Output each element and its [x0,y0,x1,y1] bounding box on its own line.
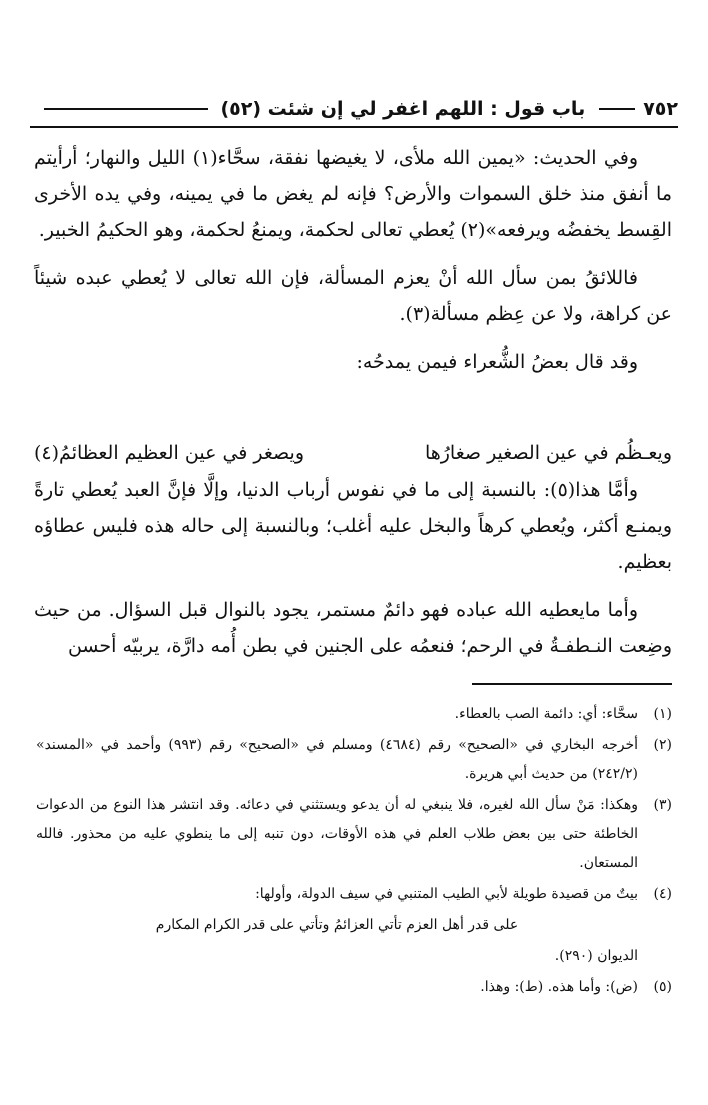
footnote [36,731,672,789]
page-number: ٧٥٢ [643,98,678,120]
footnote-body [36,880,638,971]
footnote-number: (٣) [653,797,672,813]
paragraph: وأمَّا هذا(٥): بالنسبة إلى ما في نفوس أرباب الدنيا، وإلَّا فإنَّ العبد يُعطي تارةً ويمنـع أكثر، ويُعطي كرهاً والبخل عليه أغلب؛ وبالنسبة إلى حاله هذه فليس عطاؤه بعظيم. [34,479,672,573]
footnote-text: (ض): وأما هذه. (ط): وهذا. [480,979,638,995]
page-header [30,92,678,126]
footnote-number: (٢) [653,737,672,753]
verse-second-half: ويصغر في عين العظيم العظائمُ(٤) [34,442,304,464]
footnote-number: (٥) [653,979,672,995]
footnote-verse: على قدر أهل العزم تأتي العزائمُ وتأتي على قدر الكرام المكارم [155,917,519,933]
main-text [34,140,672,392]
footnote [36,973,672,1002]
header-rule [30,126,678,128]
chapter-title: باب قول : اللهم اغفر لي إن شئت (٥٢) [220,98,586,120]
main-text-continued [34,472,672,676]
verse-first-half: ويعـظُم في عين الصغير صغارُها [424,442,672,464]
footnote-number: (١) [653,706,672,722]
footnote-separator [472,683,672,685]
paragraph: وأما مايعطيه الله عباده فهو دائمٌ مستمر، يجود بالنوال قبل السؤال. من حيث وضِعت النـطفـةُ في الرحم؛ فنعمُه على الجنين في بطن أُمه دارَّة، يربيّه أحسن [34,599,672,657]
footnote-reference: الديوان (٢٩٠). [554,948,638,964]
footnote-text: وهكذا: مَنْ سأل الله لغيره، فلا ينبغي له أن يدعو ويستثني في دعائه. وقد انتشر هذا النوع من الدعوات الخاطئة حتى بين بعض طلاب العلم في هذه الأوقات، دون تنبه إلى ما ينطوي عليه من محذور. فالله المستعان. [36,797,638,871]
paragraph: وفي الحديث: «يمين الله ملأى، لا يغيضها نفقة، سحَّاء(١) الليل والنهار؛ أرأيتم ما أنفق منذ خلق السموات والأرض؟ فإنه لم يغض ما في يمينه، وفي يده الأخرى القِسط يخفضُه ويرفعه»(٢) يُعطي تعالى لحكمة، ويمنعُ لحكمة، وهو الحكيمُ الخبير. [34,147,672,241]
paragraph: فاللائقُ بمن سأل الله أنْ يعزم المسألة، فإن الله تعالى لا يُعطي عبده شيئاً عن كراهة، ولا عن عِظم مسألة(٣). [34,267,672,325]
footnote [36,880,672,971]
footnote [36,791,672,878]
footnote-text: سحَّاء: أي: دائمة الصب بالعطاء. [454,706,638,722]
footnote [36,700,672,729]
poetry-verse [34,435,672,471]
footnote-text: بيتٌ من قصيدة طويلة لأبي الطيب المتنبي في سيف الدولة، وأولها: [255,886,638,902]
paragraph: وقد قال بعضُ الشُّعراء فيمن يمدحُه: [356,351,638,373]
header-dash [599,108,635,110]
footnotes [36,700,672,1004]
header-line [44,108,208,110]
footnote-text: أخرجه البخاري في «الصحيح» رقم (٤٦٨٤) ومسلم في «الصحيح» رقم (٩٩٣) وأحمد في «المسند» (٢٤٢/٢) من حديث أبي هريرة. [36,737,638,782]
footnote-number: (٤) [653,886,672,902]
